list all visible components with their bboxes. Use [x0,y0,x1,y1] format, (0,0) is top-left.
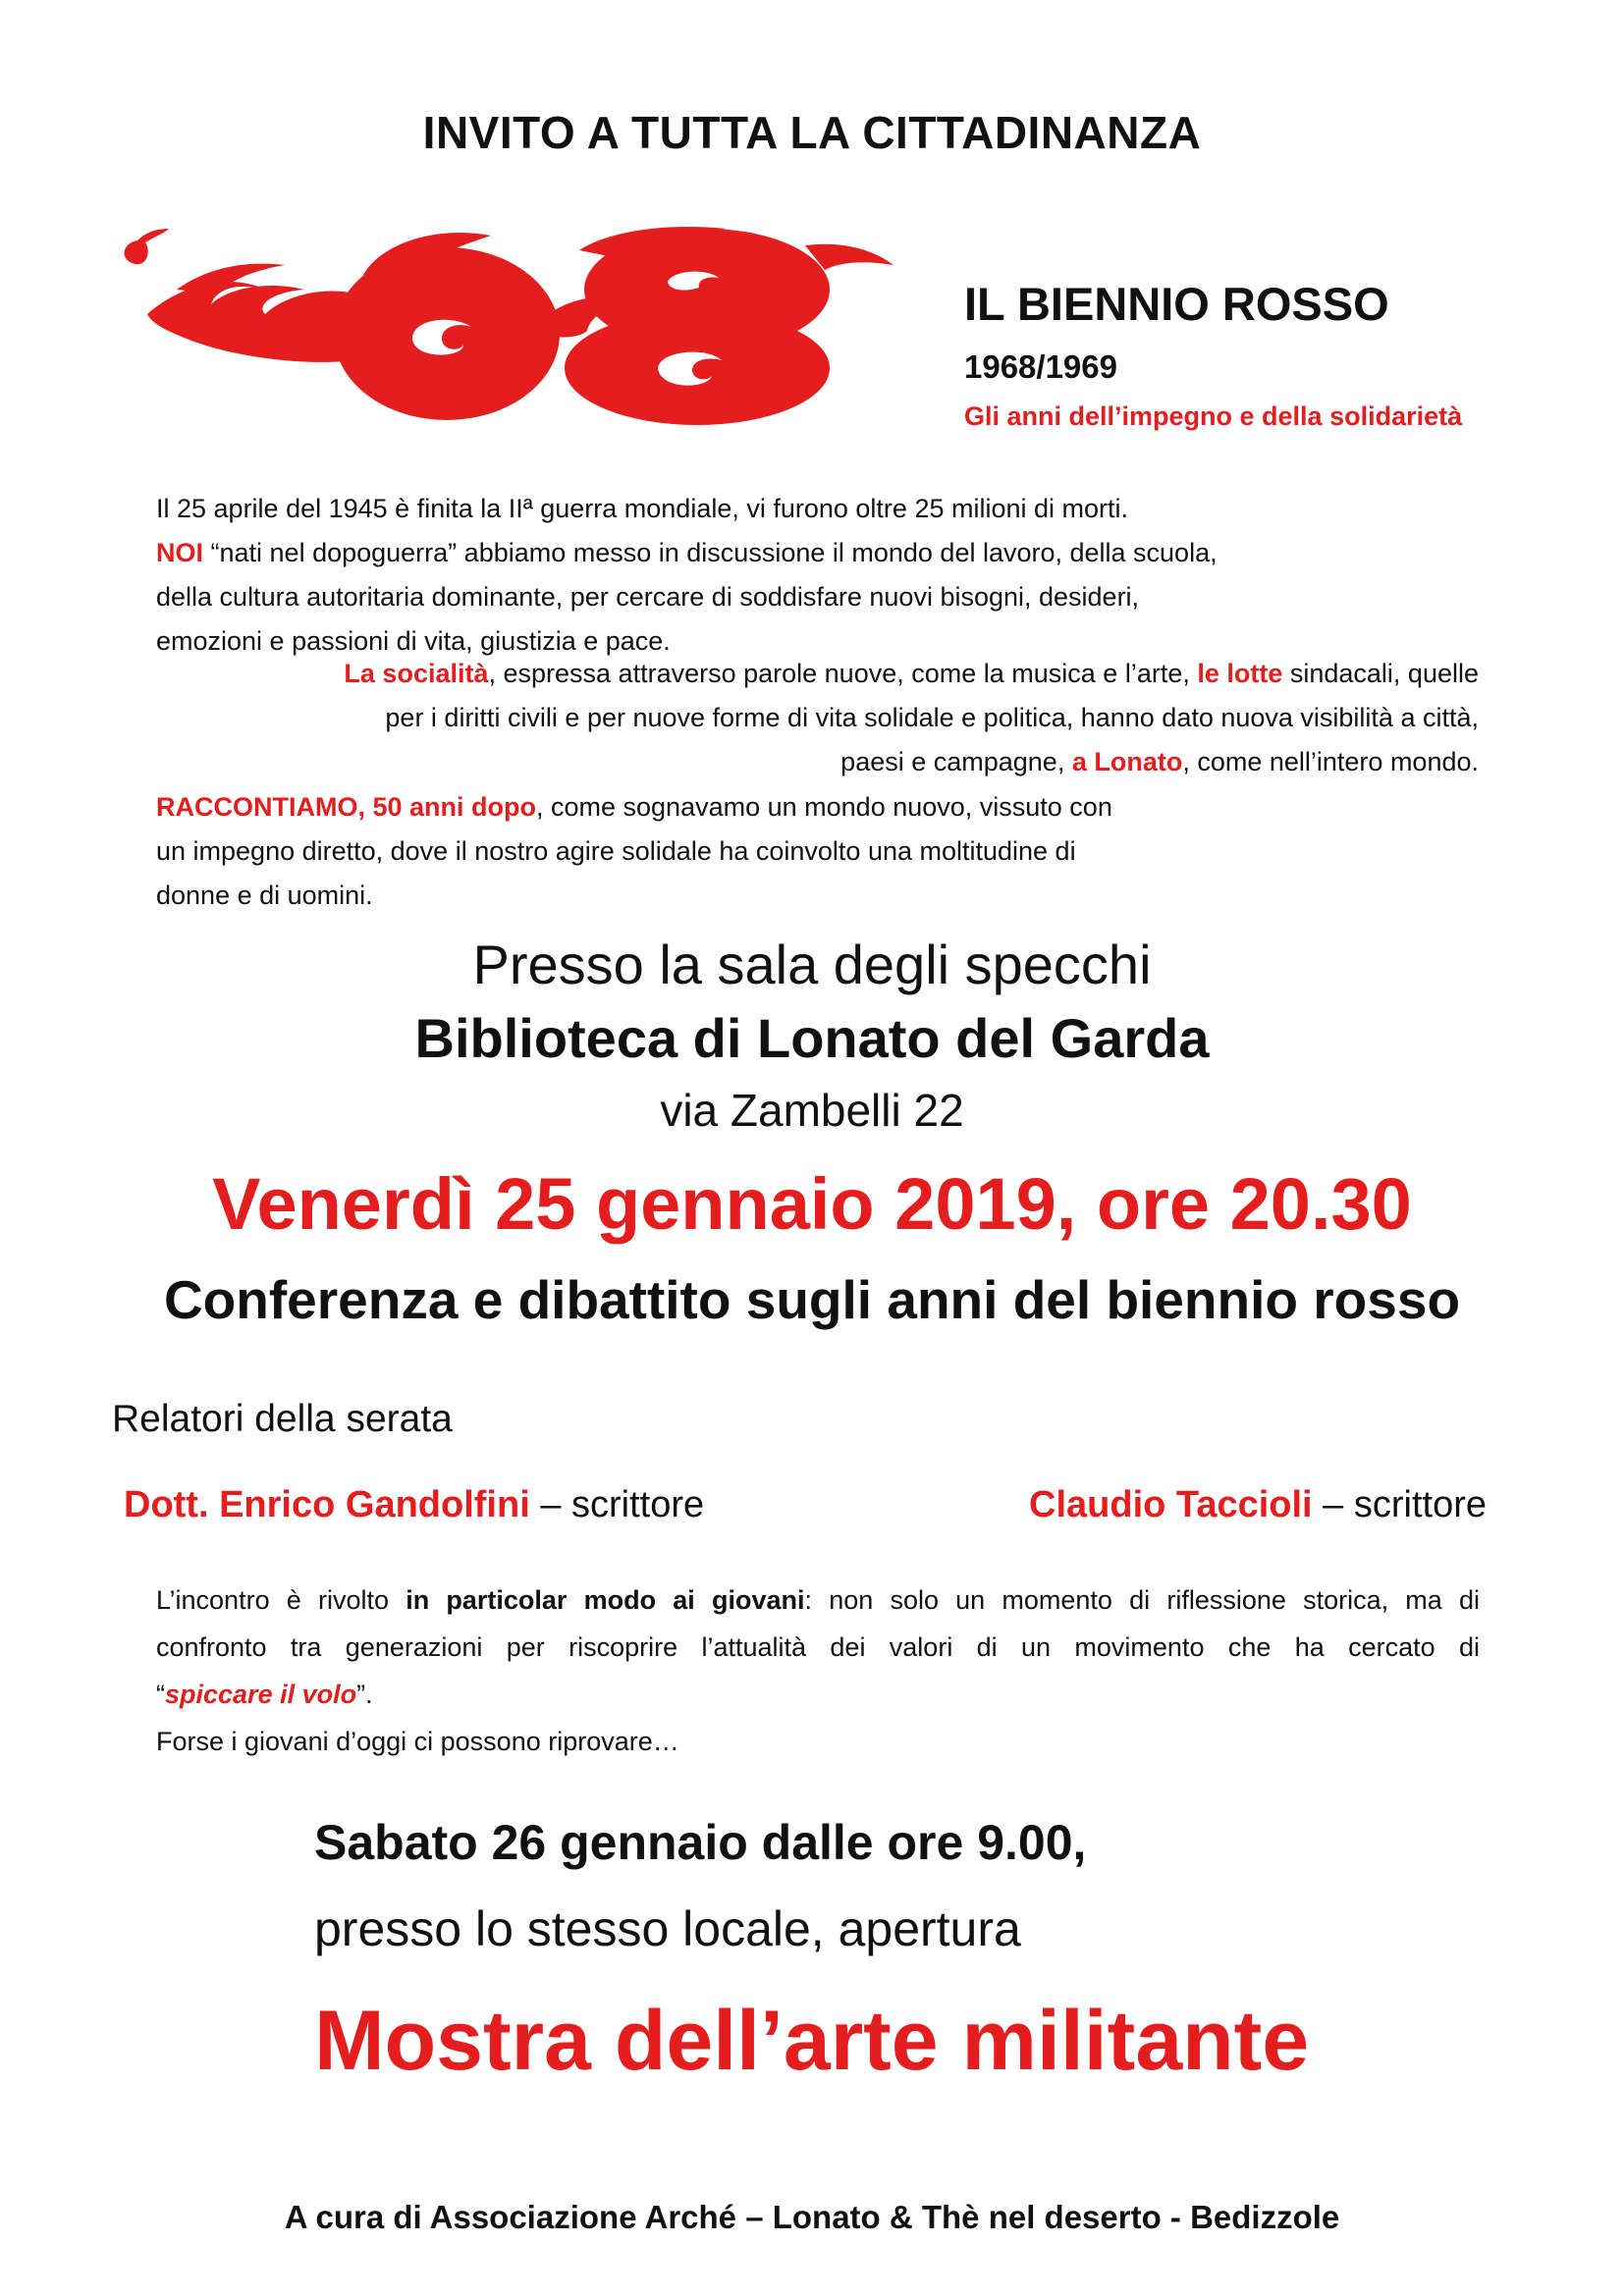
story-line: un impegno diretto, dove il nostro agire solidale ha coinvolto una moltitudine di [156,836,1076,866]
social-line: per i diritti civili e per nuove forme di vita solidale e politica, hanno dato nuova visibilità a città, [385,703,1479,732]
note-line: L’incontro è rivolto in particolar modo ai giovani: non solo un momento di riflessione storica, ma di [156,1585,1481,1615]
title: IL BIENNIO ROSSO [964,278,1389,330]
social-line: paesi e campagne, a Lonato, come nell’intero mondo. [840,747,1479,776]
intro-line: Il 25 aprile del 1945 è finita la IIª guerra mondiale, vi furono oltre 25 milioni di morti. [156,494,1129,523]
story-line: donne e di uomini. [156,881,373,910]
story-paragraph [156,785,1112,918]
years: 1968/1969 [964,348,1117,385]
speaker-1: Dott. Enrico Gandolfini – scrittore [124,1484,705,1525]
exhibition-title: Mostra dell’arte militante [314,1994,1310,2088]
saturday-date: Sabato 26 gennaio dalle ore 9.00, [314,1815,1087,1870]
intro-line: emozioni e passioni di vita, giustizia e pace. [156,626,671,656]
note-line: “spiccare il volo”. [156,1680,373,1709]
note-paragraph [156,1576,1480,1765]
venue-block [0,933,1624,1137]
intro-line: NOI “nati nel dopoguerra” abbiamo messo in discussione il mondo del lavoro, della scuola, [156,538,1218,567]
note-line: confronto tra generazioni per riscoprire l’attualità dei valori di un movimento che ha cercato di [156,1632,1480,1662]
venue-room: Presso la sala degli specchi [472,934,1152,995]
speakers-label: Relatori della serata [112,1398,453,1440]
conference-title: Conferenza e dibattito sugli anni del biennio rosso [163,1269,1461,1330]
title-block [964,277,1462,432]
noi-highlight: NOI [156,538,204,567]
intro-line: della cultura autoritaria dominante, per cercare di soddisfare nuovi bisogni, desideri, [156,582,1140,612]
flame-68-logo [118,221,903,427]
story-line: RACCONTIAMO, 50 anni dopo, come sognavamo un mondo nuovo, vissuto con [156,792,1112,822]
venue-name: Biblioteca di Lonato del Garda [414,1007,1210,1069]
invitation-heading: INVITO A TUTTA LA CITTADINANZA [422,107,1202,158]
subtitle: Gli anni dell’impegno e della solidarietà [964,401,1463,431]
saturday-location: presso lo stesso locale, apertura [314,1901,1021,1956]
social-line: La socialità, espressa attraverso parole nuove, come la musica e l’arte, le lotte sindacali, quelle [344,659,1479,688]
venue-address: via Zambelli 22 [660,1085,964,1136]
intro-paragraph [156,487,1218,664]
social-paragraph [314,652,1479,784]
organizers-footer: A cura di Associazione Arché – Lonato & Thè nel deserto - Bedizzole [284,2199,1340,2235]
note-line: Forse i giovani d’oggi ci possono riprovare… [156,1727,679,1756]
speaker-2: Claudio Taccioli – scrittore [1029,1484,1487,1525]
event-date: Venerdì 25 gennaio 2019, ore 20.30 [212,1163,1412,1245]
